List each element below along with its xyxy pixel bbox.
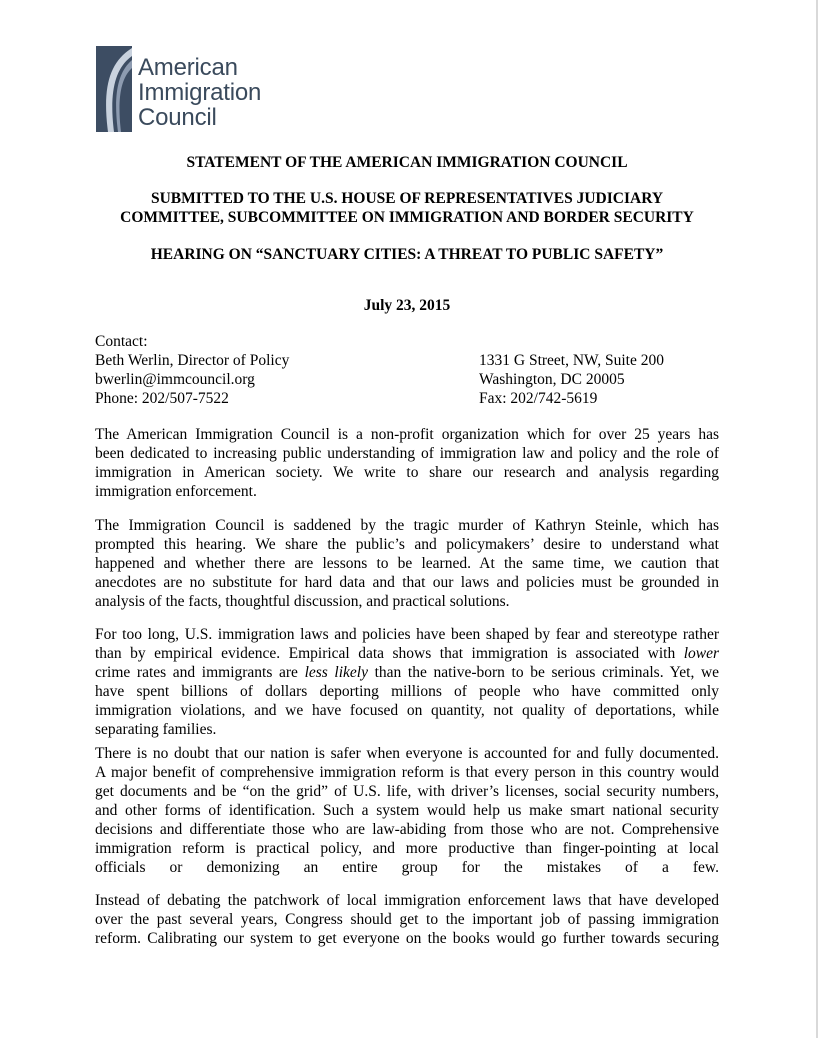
paragraph-line: immigration reform is practical policy, and more productive than finger-pointing at local xyxy=(95,840,719,857)
paragraph-line: happened and whether there are lessons to be learned. At the same time, we caution that xyxy=(95,555,719,572)
contact-address-line2: Washington, DC 20005 xyxy=(479,371,625,388)
line-text: than by empirical evidence. Empirical data shows that immigration is associated with xyxy=(95,645,676,662)
statement-date: July 23, 2015 xyxy=(363,297,451,314)
paragraph-line: immigration violations, and we have focused on quantity, not quality of deportations, while xyxy=(95,702,719,719)
paragraph-line: There is no doubt that our nation is safer when everyone is accounted for and fully documented. xyxy=(95,745,719,762)
contact-email: bwerlin@immcouncil.org xyxy=(95,371,255,388)
paragraph-steinle xyxy=(95,516,719,611)
paragraph-line: For too long, U.S. immigration laws and policies have been shaped by fear and stereotype rather xyxy=(95,626,719,643)
contact-label: Contact: xyxy=(95,333,148,350)
contact-address-line1: 1331 G Street, NW, Suite 200 xyxy=(479,352,664,369)
emphasis-less-likely: less likely xyxy=(304,664,368,681)
contact-fax: Fax: 202/742-5619 xyxy=(479,390,598,407)
paragraph-line: separating families. xyxy=(95,721,217,738)
contact-block xyxy=(95,332,719,408)
paragraph-line: get documents and be “on the grid” of U.S. life, with driver’s licenses, social security numbers, xyxy=(95,783,719,800)
line-text: than the native-born to be serious criminals. Yet, we xyxy=(374,664,720,681)
logo-mark-icon xyxy=(96,46,132,132)
paragraph-line: over the past several years, Congress should get to the important job of passing immigration xyxy=(95,911,719,928)
paragraph-safety xyxy=(95,744,719,877)
paragraph-line: reform. Calibrating our system to get everyone on the books would go further towards securing xyxy=(95,930,719,947)
paragraph-line: The Immigration Council is saddened by the tragic murder of Kathryn Steinle, which has xyxy=(95,517,719,534)
logo-line-american: American xyxy=(138,54,238,81)
paragraph-line: immigration in American society. We write to share our research and analysis regarding xyxy=(95,464,719,481)
emphasis-lower: lower xyxy=(683,645,720,662)
paragraph-line: have spent billions of dollars deporting millions of people who have committed only xyxy=(95,683,719,700)
paragraph-line: immigration enforcement. xyxy=(95,483,257,500)
submitted-heading-line1: SUBMITTED TO THE U.S. HOUSE OF REPRESENTATIVES JUDICIARY xyxy=(150,190,664,207)
submitted-heading-line2: COMMITTEE, SUBCOMMITTEE ON IMMIGRATION AND BORDER SECURITY xyxy=(120,209,694,226)
paragraph-line: decisions and differentiate those who are law-abiding from those who are not. Comprehensive xyxy=(95,821,719,838)
paragraph-line: been dedicated to increasing public understanding of immigration law and policy and the role of xyxy=(95,445,719,462)
paragraph-line: analysis of the facts, thoughtful discussion, and practical solutions. xyxy=(95,593,510,610)
paragraph-line-with-emphasis xyxy=(95,644,719,663)
paragraph-line-with-emphasis xyxy=(95,663,719,682)
paragraph-line: prompted this hearing. We share the public’s and policymakers’ desire to understand what xyxy=(95,536,719,553)
line-text: crime rates and immigrants are xyxy=(95,664,298,681)
paragraph-evidence xyxy=(95,625,719,739)
paragraph-line: officials or demonizing an entire group for the mistakes of a few. xyxy=(95,859,719,876)
organization-logo xyxy=(96,46,276,134)
paragraph-line: The American Immigration Council is a non-profit organization which for over 25 years has xyxy=(95,426,719,443)
paragraph-line: A major benefit of comprehensive immigration reform is that every person in this country would xyxy=(95,764,719,781)
logo-line-immigration: Immigration xyxy=(138,79,262,106)
contact-name: Beth Werlin, Director of Policy xyxy=(95,352,290,369)
paragraph-line: and other forms of identification. Such a system would help us make smart national security xyxy=(95,802,719,819)
logo-wordmark xyxy=(138,55,261,130)
contact-phone: Phone: 202/507-7522 xyxy=(95,390,229,407)
paragraph-introduction xyxy=(95,425,719,501)
paragraph-line: Instead of debating the patchwork of local immigration enforcement laws that have developed xyxy=(95,892,719,909)
statement-title: STATEMENT OF THE AMERICAN IMMIGRATION COUNCIL xyxy=(186,154,628,171)
paragraph-line: anecdotes are no substitute for hard data and that our laws and policies must be grounded in xyxy=(95,574,719,591)
submitted-heading xyxy=(95,189,719,227)
hearing-title: HEARING ON “SANCTUARY CITIES: A THREAT TO PUBLIC SAFETY” xyxy=(150,246,664,263)
logo-line-council: Council xyxy=(138,104,217,131)
paragraph-reform xyxy=(95,891,719,948)
